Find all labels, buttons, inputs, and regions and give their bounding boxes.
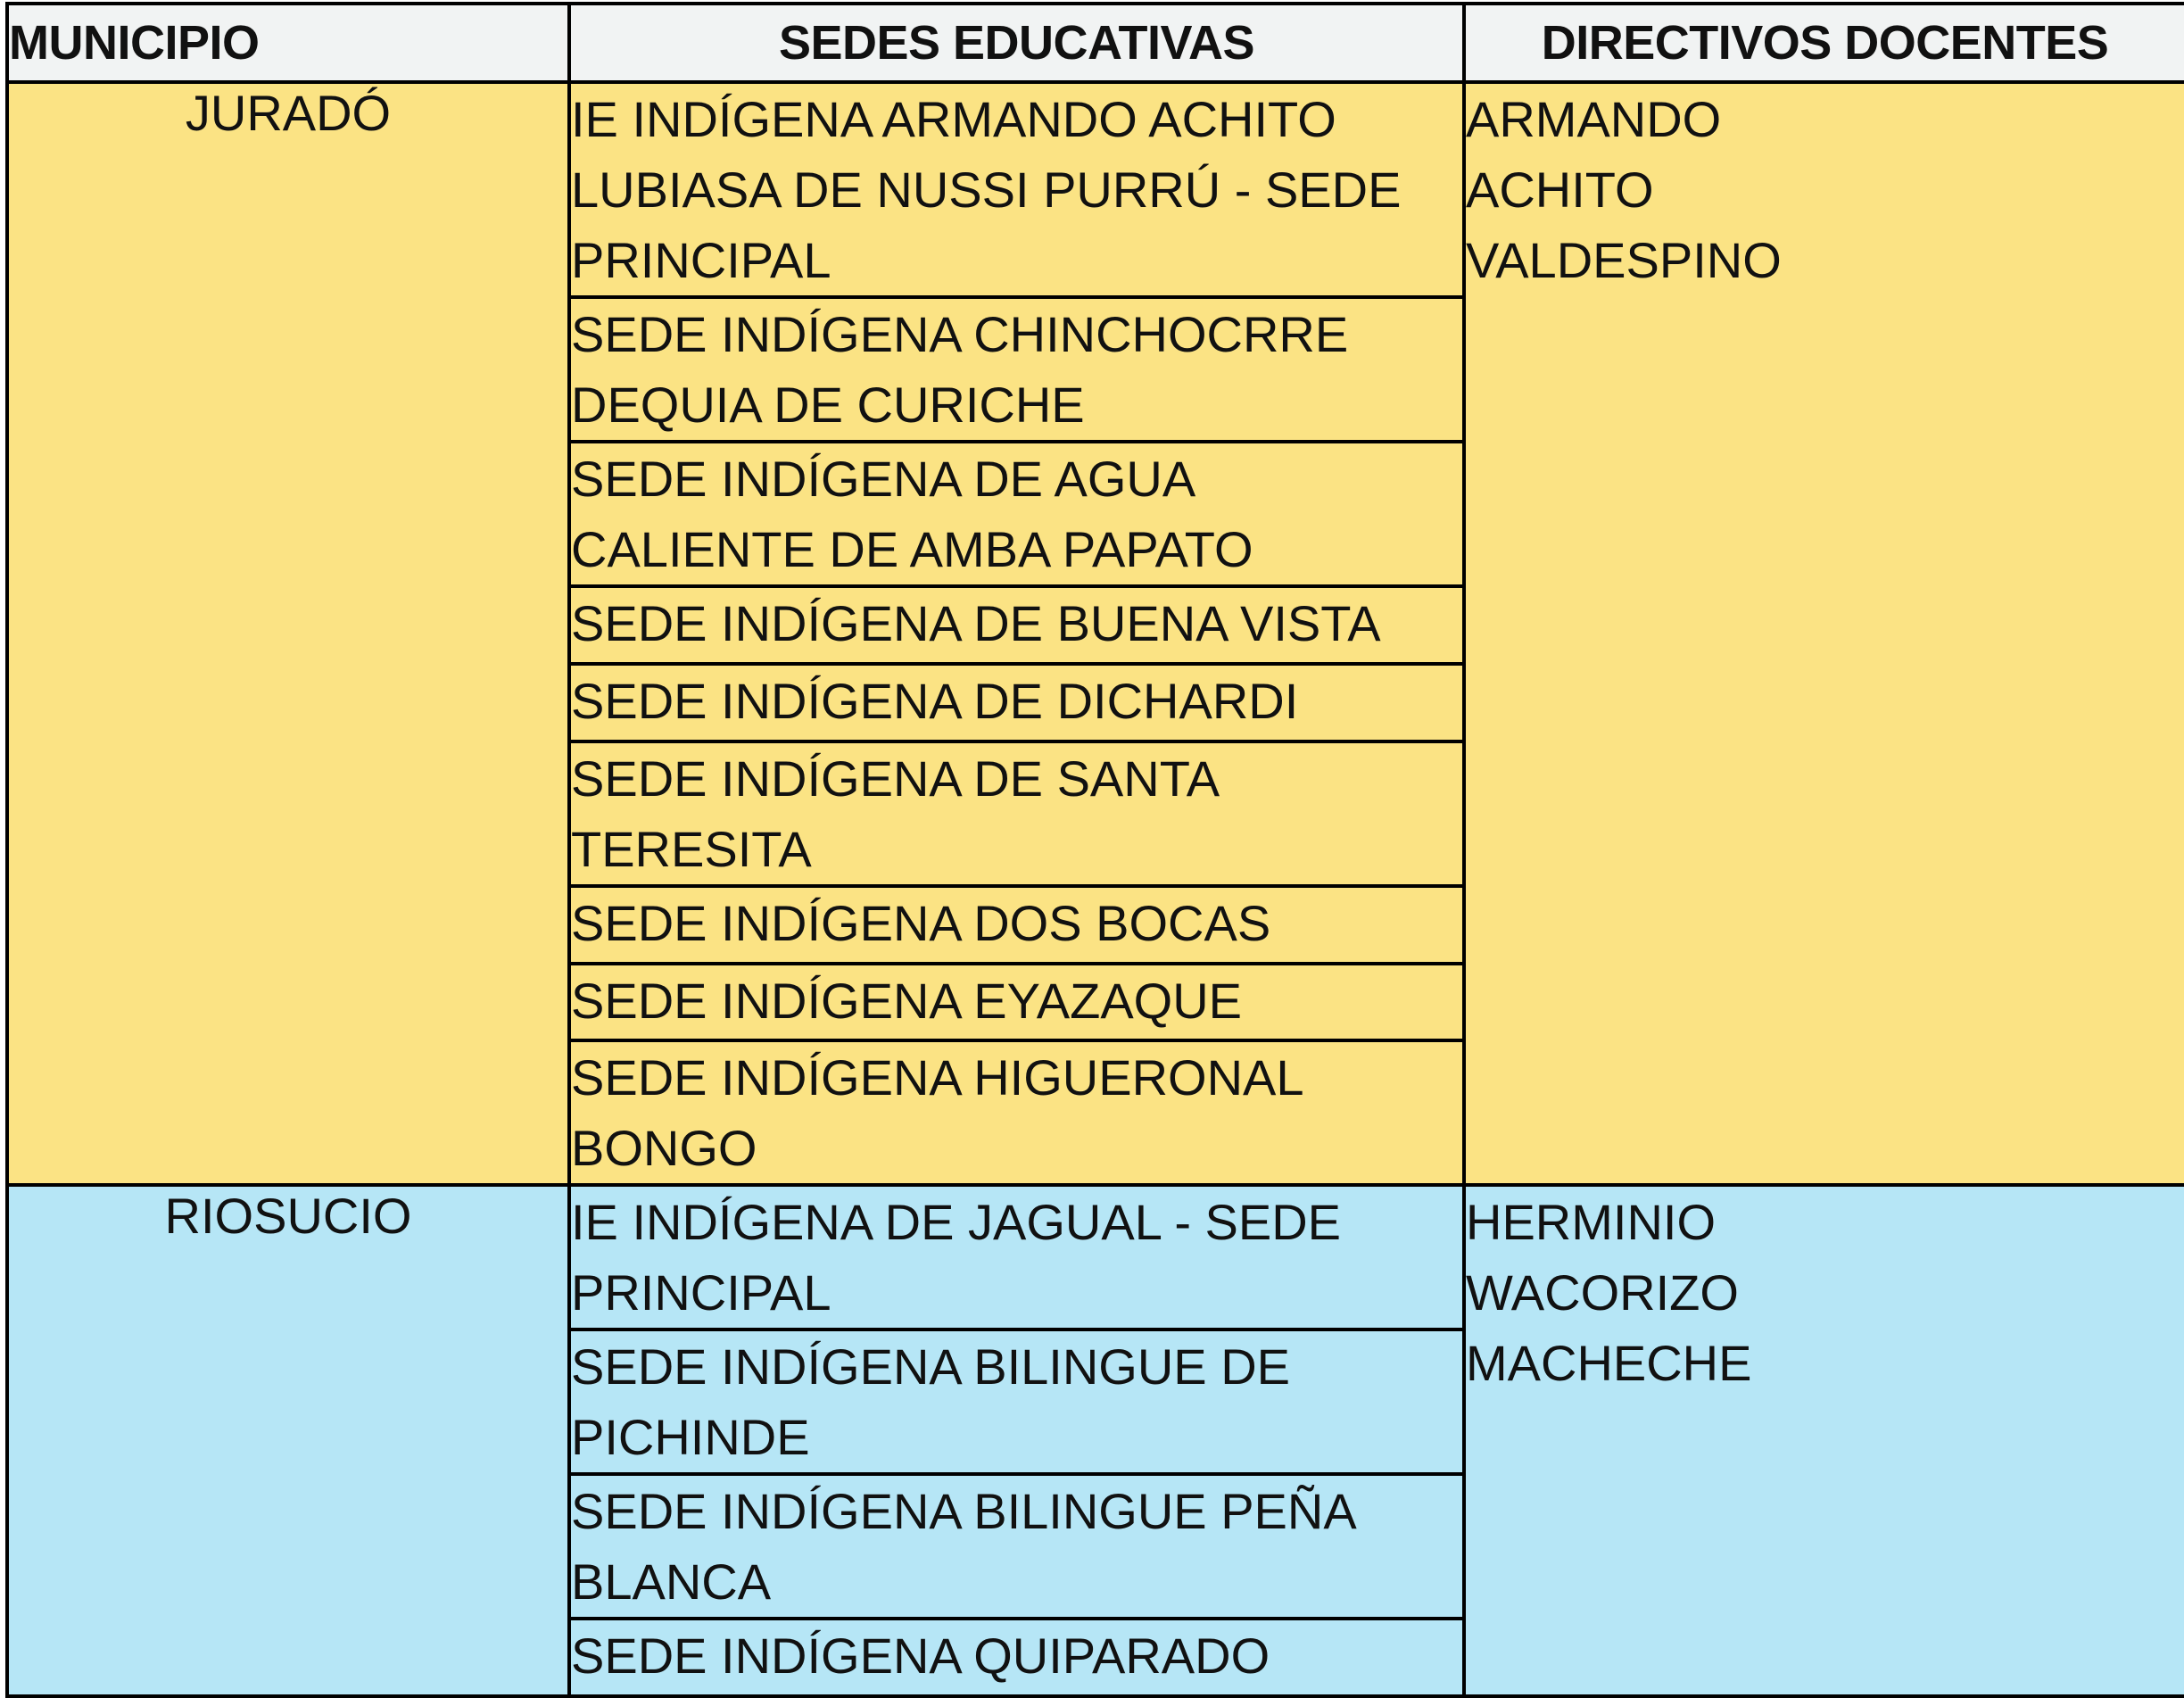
group-jurado [7, 82, 2184, 1185]
municipio-cell: RIOSUCIO [7, 1185, 569, 1696]
sede-cell: SEDE INDÍGENA DE AGUA CALIENTE DE AMBA PAPATO [569, 442, 1464, 586]
sede-cell: SEDE INDÍGENA EYAZAQUE [569, 964, 1464, 1040]
sedes-table [5, 2, 2184, 1698]
sede-cell: SEDE INDÍGENA DE DICHARDI [569, 664, 1464, 741]
table-row [7, 1185, 2184, 1329]
sede-cell: SEDE INDÍGENA DE BUENA VISTA [569, 586, 1464, 664]
table-row [7, 82, 2184, 297]
header-row [7, 4, 2184, 82]
sede-cell: SEDE INDÍGENA DE SANTA TERESITA [569, 741, 1464, 886]
sede-cell: IE INDÍGENA DE JAGUAL - SEDE PRINCIPAL [569, 1185, 1464, 1329]
sede-cell: SEDE INDÍGENA HIGUERONAL BONGO [569, 1040, 1464, 1185]
header-municipio: MUNICIPIO [7, 4, 569, 82]
group-riosucio [7, 1185, 2184, 1696]
sede-cell: IE INDÍGENA ARMANDO ACHITO LUBIASA DE NUSSI PURRÚ - SEDE PRINCIPAL [569, 82, 1464, 297]
sede-cell: SEDE INDÍGENA BILINGUE PEÑA BLANCA [569, 1474, 1464, 1619]
sede-cell: SEDE INDÍGENA QUIPARADO [569, 1619, 1464, 1696]
municipio-cell: JURADÓ [7, 82, 569, 1185]
header-directivos-docentes: DIRECTIVOS DOCENTES [1464, 4, 2184, 82]
header-sedes-educativas: SEDES EDUCATIVAS [569, 4, 1464, 82]
sede-cell: SEDE INDÍGENA DOS BOCAS [569, 886, 1464, 964]
sede-cell: SEDE INDÍGENA CHINCHOCRRE DEQUIA DE CURICHE [569, 297, 1464, 442]
sede-cell: SEDE INDÍGENA BILINGUE DE PICHINDE [569, 1329, 1464, 1474]
directivo-cell: HERMINIO WACORIZO MACHECHE [1464, 1185, 2184, 1696]
directivo-cell: ARMANDO ACHITO VALDESPINO [1464, 82, 2184, 1185]
